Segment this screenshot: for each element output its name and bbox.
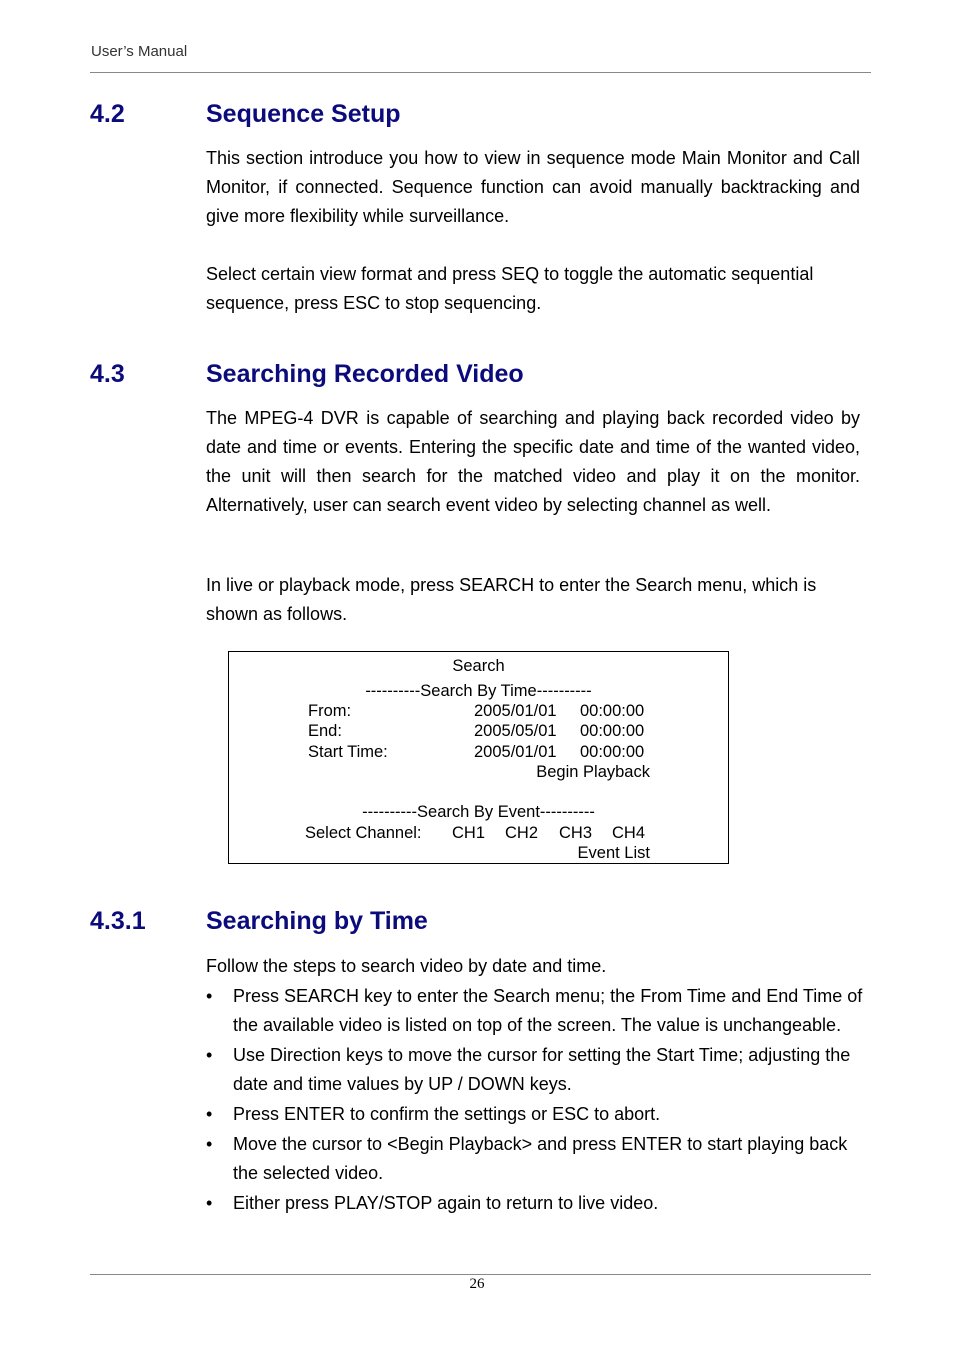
list-item bbox=[206, 1100, 866, 1129]
paragraph-sequence-seq: Select certain view format and press SEQ to toggle the automatic sequential sequence, press ESC to stop sequencing. bbox=[206, 264, 814, 313]
heading-number: 4.2 bbox=[90, 100, 125, 128]
list-item bbox=[206, 1041, 866, 1099]
paragraph-sequence-intro: This section introduce you how to view in sequence mode Main Monitor and Call Monitor, if connected. Sequence function can avoid manually backtracking and give more flexibility while surveillance. bbox=[206, 148, 860, 226]
bullet-icon: • bbox=[206, 1134, 213, 1154]
bullet-icon: • bbox=[206, 1045, 213, 1065]
steps-lead: Follow the steps to search video by date and time. bbox=[206, 956, 607, 976]
heading-title: Sequence Setup bbox=[206, 100, 401, 128]
page-number: 26 bbox=[469, 1276, 485, 1292]
channel-ch2: CH2 bbox=[505, 824, 539, 842]
bullet-icon: • bbox=[206, 1104, 213, 1124]
footer-rule bbox=[90, 1274, 871, 1275]
start-date: 2005/01/01 bbox=[474, 743, 557, 761]
channel-ch3: CH3 bbox=[559, 824, 593, 842]
start-time-label: Start Time: bbox=[308, 743, 388, 761]
search-menu-figure bbox=[228, 651, 729, 864]
list-item-text: Either press PLAY/STOP again to return to live video. bbox=[233, 1193, 659, 1213]
paragraph-search-menu: In live or playback mode, press SEARCH to enter the Search menu, which is shown as follows. bbox=[206, 575, 817, 624]
steps-list bbox=[206, 982, 866, 1218]
heading-title: Searching Recorded Video bbox=[206, 360, 524, 388]
begin-playback-option: Begin Playback bbox=[536, 763, 650, 781]
list-item-text: Press SEARCH key to enter the Search menu; the From Time and End Time of the available video is listed on top of the screen. The value is unchangeable. bbox=[233, 986, 863, 1035]
list-item-text: Use Direction keys to move the cursor for setting the Start Time; adjusting the date and time values by UP / DOWN keys. bbox=[233, 1045, 851, 1094]
select-channel-label: Select Channel: bbox=[305, 824, 422, 842]
end-date: 2005/05/01 bbox=[474, 722, 557, 740]
channel-ch1: CH1 bbox=[452, 824, 486, 842]
header-rule bbox=[90, 72, 871, 73]
menu-time-header: ----------Search By Time---------- bbox=[365, 682, 592, 700]
list-item-text: Move the cursor to <Begin Playback> and press ENTER to start playing back the selected video. bbox=[233, 1134, 848, 1183]
list-item bbox=[206, 982, 866, 1040]
header-text: User’s Manual bbox=[91, 43, 188, 60]
end-time: 00:00:00 bbox=[580, 722, 645, 740]
event-list-option: Event List bbox=[577, 844, 650, 862]
start-time: 00:00:00 bbox=[580, 743, 645, 761]
menu-event-header: ----------Search By Event---------- bbox=[362, 803, 595, 821]
end-label: End: bbox=[308, 722, 342, 740]
search-steps bbox=[206, 952, 866, 1218]
list-item bbox=[206, 1189, 866, 1218]
heading-number: 4.3.1 bbox=[90, 907, 146, 935]
list-item-text: Press ENTER to confirm the settings or ESC to abort. bbox=[233, 1104, 661, 1124]
from-time: 00:00:00 bbox=[580, 702, 645, 720]
list-item bbox=[206, 1130, 866, 1188]
heading-number: 4.3 bbox=[90, 360, 125, 388]
from-label: From: bbox=[308, 702, 352, 720]
heading-title: Searching by Time bbox=[206, 907, 428, 935]
from-date: 2005/01/01 bbox=[474, 702, 557, 720]
channel-ch4: CH4 bbox=[612, 824, 646, 842]
bullet-icon: • bbox=[206, 986, 213, 1006]
paragraph-search-intro: The MPEG-4 DVR is capable of searching and playing back recorded video by date and time or events. Entering the specific date and time of the wanted video, the unit will then search for the matched video and play it on the monitor. Alternatively, user can search event video by selecting channel as well. bbox=[206, 408, 860, 515]
menu-title: Search bbox=[452, 657, 505, 675]
bullet-icon: • bbox=[206, 1193, 213, 1213]
